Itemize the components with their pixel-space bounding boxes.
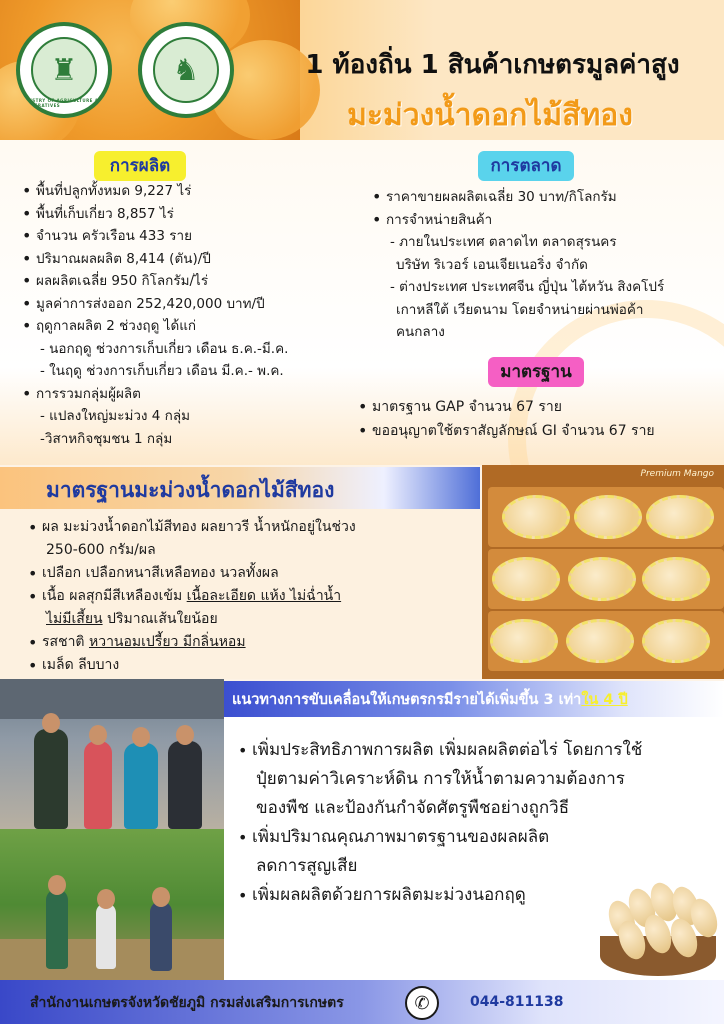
guidelines-list: [236, 736, 642, 910]
department-logo: ♞: [138, 22, 234, 118]
marketing-heading: การตลาด: [478, 151, 574, 181]
list-item-text: ลดการสูญเสีย: [256, 856, 358, 876]
list-item-text: เพิ่มผลผลิตด้วยการผลิตมะม่วงนอกฤดู: [252, 885, 526, 905]
list-item: [370, 186, 664, 209]
farm-training-photo: [0, 829, 224, 981]
guidelines-heading-text: แนวทางการขับเคลื่อนให้เกษตรกรมีรายได้เพิ่มขึ้น 3 เท่า: [232, 692, 582, 708]
list-item: [370, 209, 664, 232]
list-item: [356, 419, 655, 443]
list-item: [236, 881, 642, 910]
standard-heading: มาตรฐาน: [488, 357, 584, 387]
list-item-text: ปริมาณผลผลิต 8,414 (ตัน)/ปี: [36, 250, 211, 267]
list-item: [20, 338, 288, 361]
list-item: [370, 299, 664, 322]
list-item: [26, 608, 356, 631]
list-item-text: พื้นที่ปลูกทั้งหมด 9,227 ไร่: [36, 183, 192, 199]
footer-office: สำนักงานเกษตรจังหวัดชัยภูมิ กรมส่งเสริมการเกษตร: [30, 995, 344, 1011]
list-item: [26, 654, 356, 677]
page-subtitle: มะม่วงน้ำดอกไม้สีทอง: [347, 98, 633, 133]
list-item-text: ของพืช และป้องกันกำจัดศัตรูพืชอย่างถูกวิธี: [256, 798, 570, 818]
list-item-text: - ในฤดู ช่วงการเก็บเกี่ยว เดือน มี.ค.- พ.ค.: [40, 363, 284, 379]
list-item-text: เนื้อ ผลสุกมีสีเหลืองเข้ม: [42, 588, 187, 604]
list-item-text: บริษัท ริเวอร์ เอนเจียเนอริ่ง จำกัด: [396, 256, 588, 273]
list-item: [370, 231, 664, 254]
list-item: [20, 360, 288, 383]
list-item: [26, 585, 356, 608]
production-list: [20, 180, 288, 450]
list-item: [20, 405, 288, 428]
list-item: [356, 395, 655, 419]
list-item-text: เกาหลีใต้ เวียดนาม โดยจำหน่ายผ่านพ่อค้า: [396, 301, 644, 318]
list-item-text: -วิสาหกิจชุมชน 1 กลุ่ม: [40, 430, 173, 447]
list-item-text: เมล็ด ลีบบาง: [42, 657, 120, 673]
list-item: [236, 794, 642, 823]
list-item-text: เพิ่มปริมาณคุณภาพมาตรฐานของผลผลิต: [252, 827, 550, 847]
list-item: [236, 823, 642, 852]
ministry-logo: ♜ MINISTRY OF AGRICULTURE AND COOPERATIVES: [16, 22, 112, 118]
guidelines-heading: [232, 688, 628, 711]
list-item-text: - แปลงใหญ่มะม่วง 4 กลุ่ม: [40, 408, 191, 424]
page-title: 1 ท้องถิ่น 1 สินค้าเกษตรมูลค่าสูง: [305, 50, 680, 80]
list-item: [26, 562, 356, 585]
list-item-text: ปุ๋ยตามค่าวิเคราะห์ดิน การให้น้ำตามความต้องการ: [256, 769, 625, 789]
list-item-text: - ภายในประเทศ ตลาดไท ตลาดสุรนคร: [390, 234, 617, 250]
list-item-text: จำนวน ครัวเรือน 433 ราย: [36, 228, 192, 244]
list-item: [370, 321, 664, 344]
list-item: [26, 516, 356, 539]
list-item: [20, 293, 288, 316]
mango-standard-list: [26, 516, 356, 677]
phone-icon[interactable]: ✆: [405, 986, 439, 1020]
list-item-text: เปลือก เปลือกหนาสีเหลือทอง นวลทั้งผล: [42, 565, 279, 581]
premium-mango-label: Premium Mango: [640, 469, 714, 479]
list-item-text: - ต่างประเทศ ประเทศจีน ญี่ปุ่น ไต้หวัน สิงคโปร์: [390, 279, 665, 295]
list-item: [20, 248, 288, 271]
list-item: [370, 254, 664, 277]
list-item: [236, 852, 642, 881]
list-item: [20, 383, 288, 406]
list-item: [20, 203, 288, 226]
list-item-text: - นอกฤดู ช่วงการเก็บเกี่ยว เดือน ธ.ค.-มี.ค.: [40, 340, 289, 357]
list-item-text: ผลผลิตเฉลี่ย 950 กิโลกรัม/ไร่: [36, 273, 209, 289]
list-item: [26, 539, 356, 562]
footer-phone[interactable]: 044-811138: [470, 994, 564, 1010]
mango-basket-image: [596, 878, 720, 976]
mango-box-photo: [482, 465, 724, 679]
list-item: [236, 736, 642, 765]
list-item-text: ขออนุญาตใช้ตราสัญลักษณ์ GI จำนวน 67 ราย: [372, 423, 655, 439]
guidelines-heading-highlight: ใน 4 ปี: [581, 692, 628, 708]
list-item-text: การรวมกลุ่มผู้ผลิต: [36, 385, 141, 402]
list-item-text: คนกลาง: [396, 324, 445, 340]
list-item-emphasis: เนื้อละเอียด แห้ง ไม่ฉ่ำน้ำ: [186, 588, 342, 604]
list-item-text: ฤดูกาลผลิต 2 ช่วงฤดู ได้แก่: [36, 318, 197, 334]
list-item-text: ราคาขายผลผลิตเฉลี่ย 30 บาท/กิโลกรัม: [386, 189, 617, 205]
list-item-text: ผล มะม่วงน้ำดอกไม้สีทอง ผลยาวรี น้ำหนักอยู่ในช่วง: [42, 519, 356, 535]
list-item-emphasis: ไม่มีเสี้ยน: [46, 611, 103, 627]
list-item: [20, 180, 288, 203]
list-item-text: รสชาติ: [42, 634, 89, 650]
mango-standard-heading: มาตรฐานมะม่วงน้ำดอกไม้สีทอง: [46, 478, 335, 502]
list-item-text: การจำหน่ายสินค้า: [386, 211, 493, 228]
list-item-text: 250-600 กรัม/ผล: [46, 542, 156, 558]
list-item: [20, 315, 288, 338]
list-item: [20, 270, 288, 293]
list-item: [370, 276, 664, 299]
standard-list: [356, 395, 655, 443]
list-item-emphasis: หวานอมเปรี้ยว มีกลิ่นหอม: [88, 634, 246, 650]
marketing-list: [370, 186, 664, 344]
list-item: [236, 765, 642, 794]
list-item: [26, 631, 356, 654]
list-item-text: มูลค่าการส่งออก 252,420,000 บาท/ปี: [36, 295, 265, 312]
production-heading: การผลิต: [94, 151, 186, 181]
list-item: [20, 225, 288, 248]
list-item-text: เพิ่มประสิทธิภาพการผลิต เพิ่มผลผลิตต่อไร่ โดยการใช้: [252, 740, 643, 760]
list-item-text: ปริมาณเส้นใยน้อย: [102, 611, 218, 627]
farmers-group-photo: [0, 679, 224, 829]
list-item: [20, 428, 288, 451]
list-item-text: พื้นที่เก็บเกี่ยว 8,857 ไร่: [36, 205, 174, 222]
ministry-logo-text: MINISTRY OF AGRICULTURE AND COOPERATIVES: [20, 98, 107, 108]
list-item-text: มาตรฐาน GAP จำนวน 67 ราย: [372, 399, 562, 415]
